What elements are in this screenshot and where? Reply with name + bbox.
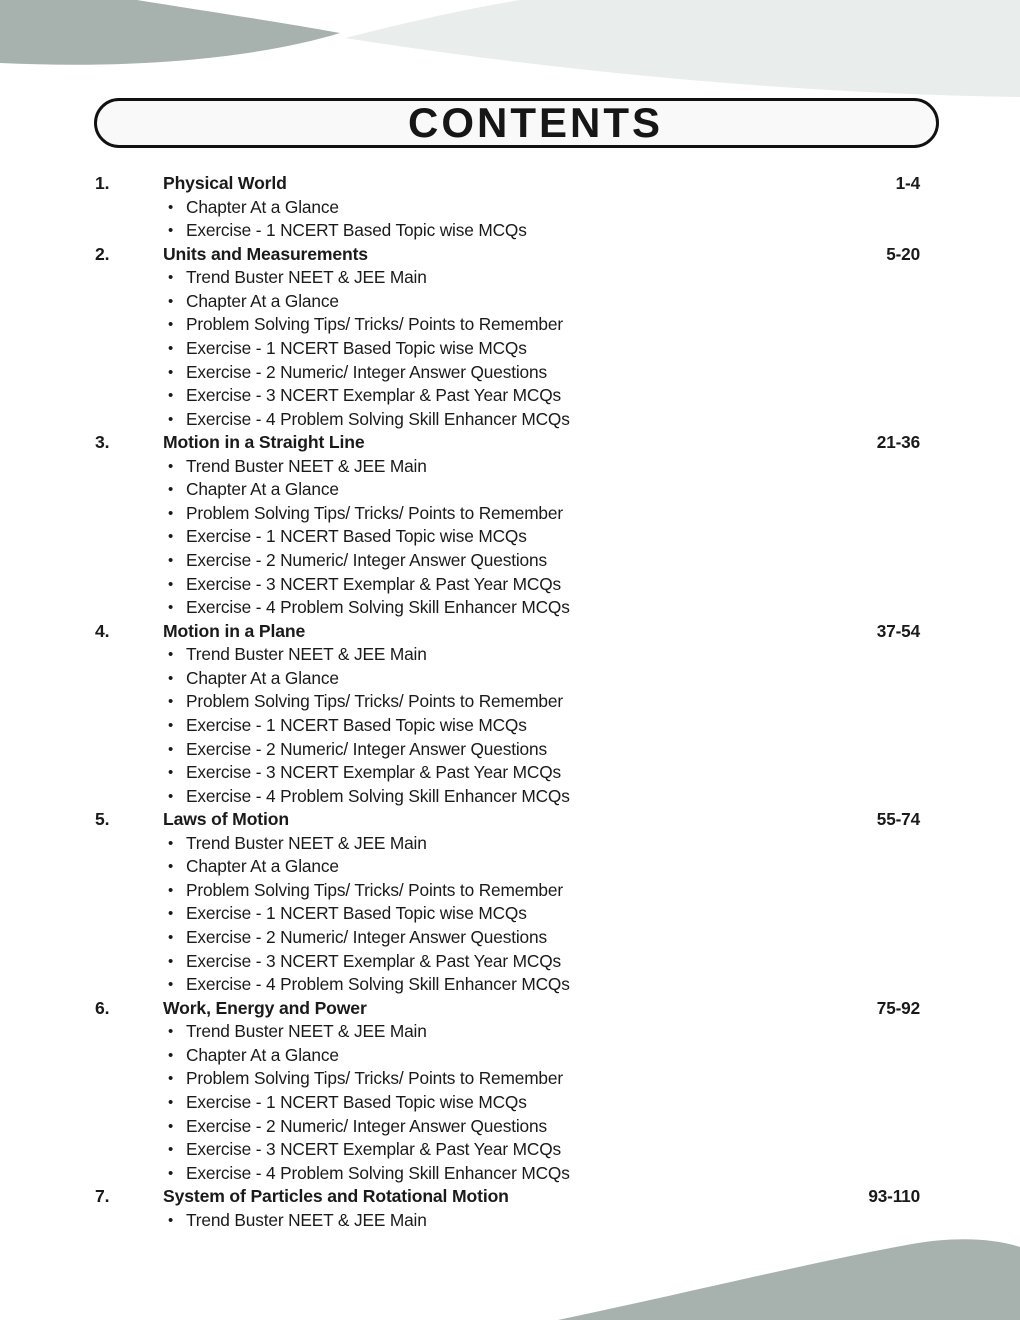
toc-item-row — [95, 1020, 920, 1044]
chapter-number: 6. — [95, 997, 110, 1018]
bottom-decoration — [0, 1220, 1020, 1320]
bullet-icon: • — [168, 198, 174, 216]
chapter-title: System of Particles and Rotational Motion — [163, 1186, 509, 1207]
bullet-icon: • — [168, 905, 174, 923]
toc-item-label: Exercise - 1 NCERT Based Topic wise MCQs — [186, 903, 527, 924]
bullet-icon: • — [168, 1070, 174, 1088]
toc-item-row — [95, 926, 920, 950]
chapter-page-range: 75-92 — [876, 997, 920, 1018]
bullet-icon: • — [168, 575, 174, 593]
toc-item-label: Exercise - 2 Numeric/ Integer Answer Questions — [186, 738, 547, 759]
toc-item-row — [95, 573, 920, 597]
bullet-icon: • — [168, 1023, 174, 1041]
bullet-icon: • — [168, 646, 174, 664]
toc-item-row — [95, 596, 920, 620]
chapter-title: Work, Energy and Power — [163, 997, 367, 1018]
toc-item-label: Chapter At a Glance — [186, 1044, 339, 1065]
toc-item-label: Problem Solving Tips/ Tricks/ Points to Remember — [186, 502, 563, 523]
bullet-icon: • — [168, 222, 174, 240]
toc-item-label: Exercise - 2 Numeric/ Integer Answer Questions — [186, 361, 547, 382]
toc-item-row — [95, 643, 920, 667]
bullet-icon: • — [168, 952, 174, 970]
bullet-icon: • — [168, 716, 174, 734]
bullet-icon: • — [168, 457, 174, 475]
chapter-title: Units and Measurements — [163, 243, 368, 264]
toc-item-row — [95, 832, 920, 856]
chapter-page-range: 5-20 — [886, 243, 920, 264]
chapter-number: 5. — [95, 809, 110, 830]
toc-item-label: Trend Buster NEET & JEE Main — [186, 1209, 427, 1230]
bottom-swoosh-dark-icon — [558, 1239, 1020, 1320]
bullet-icon: • — [168, 764, 174, 782]
toc-item-label: Trend Buster NEET & JEE Main — [186, 1021, 427, 1042]
toc-item-row — [95, 902, 920, 926]
bullet-icon: • — [168, 339, 174, 357]
top-swoosh-dark-icon — [0, 0, 340, 65]
toc-item-label: Exercise - 3 NCERT Exemplar & Past Year MCQs — [186, 573, 561, 594]
toc-item-row — [95, 266, 920, 290]
bullet-icon: • — [168, 976, 174, 994]
toc-item-row — [95, 502, 920, 526]
bullet-icon: • — [168, 552, 174, 569]
bullet-icon: • — [168, 693, 174, 711]
bullet-icon: • — [168, 1093, 174, 1111]
chapter-number: 7. — [95, 1186, 110, 1207]
toc-item-label: Exercise - 4 Problem Solving Skill Enhancer MCQs — [186, 408, 570, 429]
toc-item-row — [95, 525, 920, 549]
toc-item-label: Exercise - 3 NCERT Exemplar & Past Year MCQs — [186, 385, 561, 406]
toc-item-label: Exercise - 4 Problem Solving Skill Enhancer MCQs — [186, 974, 570, 995]
bullet-icon: • — [168, 929, 174, 946]
chapter-page-range: 55-74 — [876, 809, 920, 830]
toc-item-label: Exercise - 3 NCERT Exemplar & Past Year MCQs — [186, 950, 561, 971]
toc-item-row — [95, 290, 920, 314]
toc-item-label: Exercise - 4 Problem Solving Skill Enhancer MCQs — [186, 785, 570, 806]
bullet-icon: • — [168, 1211, 174, 1229]
toc-item-row — [95, 408, 920, 432]
chapter-number: 1. — [95, 173, 110, 193]
chapter-row — [95, 431, 920, 455]
toc-item-row — [95, 313, 920, 337]
chapter-row — [95, 997, 920, 1021]
toc-item-label: Chapter At a Glance — [186, 196, 339, 217]
toc-item-label: Trend Buster NEET & JEE Main — [186, 267, 427, 288]
toc-item-row — [95, 950, 920, 974]
chapter-title: Physical World — [163, 173, 287, 193]
toc-item-label: Exercise - 2 Numeric/ Integer Answer Questions — [186, 1115, 547, 1136]
bullet-icon: • — [168, 316, 174, 334]
chapter-row — [95, 172, 920, 196]
chapter-row — [95, 1185, 920, 1209]
toc-item-row — [95, 973, 920, 997]
bullet-icon: • — [168, 1164, 174, 1182]
bullet-icon: • — [168, 740, 174, 758]
toc-item-label: Exercise - 1 NCERT Based Topic wise MCQs — [186, 526, 527, 547]
toc-item-row — [95, 738, 920, 762]
toc-item-row — [95, 1162, 920, 1186]
toc-item-row — [95, 196, 920, 220]
toc-item-row — [95, 1091, 920, 1115]
bullet-icon: • — [168, 504, 174, 522]
toc-item-label: Trend Buster NEET & JEE Main — [186, 644, 427, 665]
toc-item-row — [95, 455, 920, 479]
toc-item-row — [95, 361, 920, 385]
toc-item-label: Problem Solving Tips/ Tricks/ Points to Remember — [186, 691, 563, 712]
bullet-icon: • — [168, 787, 174, 805]
bullet-icon: • — [168, 481, 174, 499]
toc-item-row — [95, 855, 920, 879]
toc-item-row — [95, 219, 920, 243]
bullet-icon: • — [168, 858, 174, 876]
toc-item-label: Trend Buster NEET & JEE Main — [186, 455, 427, 476]
toc-item-row — [95, 384, 920, 408]
chapter-page-range: 21-36 — [876, 432, 920, 453]
bullet-icon: • — [168, 410, 174, 428]
toc-item-row — [95, 1044, 920, 1068]
chapter-page-range: 37-54 — [876, 620, 920, 641]
toc-item-label: Exercise - 3 NCERT Exemplar & Past Year MCQs — [186, 762, 561, 783]
top-swoosh-light-icon — [345, 0, 1020, 97]
toc-item-label: Exercise - 1 NCERT Based Topic wise MCQs — [186, 1091, 527, 1112]
bullet-icon: • — [168, 269, 174, 287]
page-title: CONTENTS — [408, 99, 663, 146]
toc-item-label: Chapter At a Glance — [186, 290, 339, 311]
toc-item-row — [95, 785, 920, 809]
bullet-icon: • — [168, 1141, 174, 1159]
toc-item-row — [95, 337, 920, 361]
top-decoration — [0, 0, 1020, 180]
toc-item-row — [95, 879, 920, 903]
bullet-icon: • — [168, 528, 174, 546]
toc-item-label: Problem Solving Tips/ Tricks/ Points to Remember — [186, 879, 563, 900]
bullet-icon: • — [168, 1117, 174, 1135]
bullet-icon: • — [168, 834, 174, 852]
toc-item-row — [95, 1067, 920, 1091]
toc-item-row — [95, 1138, 920, 1162]
toc-item-row — [95, 667, 920, 691]
toc-item-label: Trend Buster NEET & JEE Main — [186, 832, 427, 853]
chapter-number: 3. — [95, 432, 110, 453]
chapter-title: Motion in a Straight Line — [163, 432, 365, 453]
toc-item-label: Problem Solving Tips/ Tricks/ Points to Remember — [186, 1068, 563, 1089]
chapter-title: Laws of Motion — [163, 809, 289, 830]
toc-item-label: Exercise - 4 Problem Solving Skill Enhancer MCQs — [186, 1162, 570, 1183]
toc-item-label: Exercise - 3 NCERT Exemplar & Past Year MCQs — [186, 1139, 561, 1160]
toc-item-label: Exercise - 1 NCERT Based Topic wise MCQs — [186, 220, 527, 241]
chapter-page-range: 1-4 — [895, 173, 920, 193]
toc-item-label: Exercise - 1 NCERT Based Topic wise MCQs — [186, 337, 527, 358]
toc-item-label: Exercise - 1 NCERT Based Topic wise MCQs — [186, 714, 527, 735]
bullet-icon: • — [168, 881, 174, 899]
toc-item-label: Chapter At a Glance — [186, 479, 339, 500]
bullet-icon: • — [168, 669, 174, 687]
toc-item-label: Exercise - 2 Numeric/ Integer Answer Questions — [186, 550, 547, 570]
toc-item-label: Exercise - 2 Numeric/ Integer Answer Questions — [186, 927, 547, 947]
chapter-number: 4. — [95, 620, 110, 641]
toc-item-row — [95, 714, 920, 738]
bullet-icon: • — [168, 1046, 174, 1064]
toc-item-label: Exercise - 4 Problem Solving Skill Enhancer MCQs — [186, 597, 570, 618]
toc-item-row — [95, 549, 920, 573]
toc-item-label: Chapter At a Glance — [186, 667, 339, 688]
toc-item-label: Chapter At a Glance — [186, 856, 339, 877]
toc-item-row — [95, 478, 920, 502]
chapter-number: 2. — [95, 243, 110, 264]
contents-title-box — [94, 98, 939, 148]
toc-item-label: Problem Solving Tips/ Tricks/ Points to Remember — [186, 314, 563, 335]
toc-item-row — [95, 1115, 920, 1139]
toc-item-row — [95, 761, 920, 785]
toc-item-row — [95, 690, 920, 714]
chapter-page-range: 93-110 — [868, 1186, 920, 1207]
bullet-icon: • — [168, 599, 174, 617]
chapter-row — [95, 808, 920, 832]
chapter-row — [95, 620, 920, 644]
toc-list — [95, 172, 920, 1232]
bullet-icon: • — [168, 292, 174, 310]
bullet-icon: • — [168, 363, 174, 381]
chapter-title: Motion in a Plane — [163, 620, 306, 641]
chapter-row — [95, 243, 920, 267]
bullet-icon: • — [168, 387, 174, 405]
